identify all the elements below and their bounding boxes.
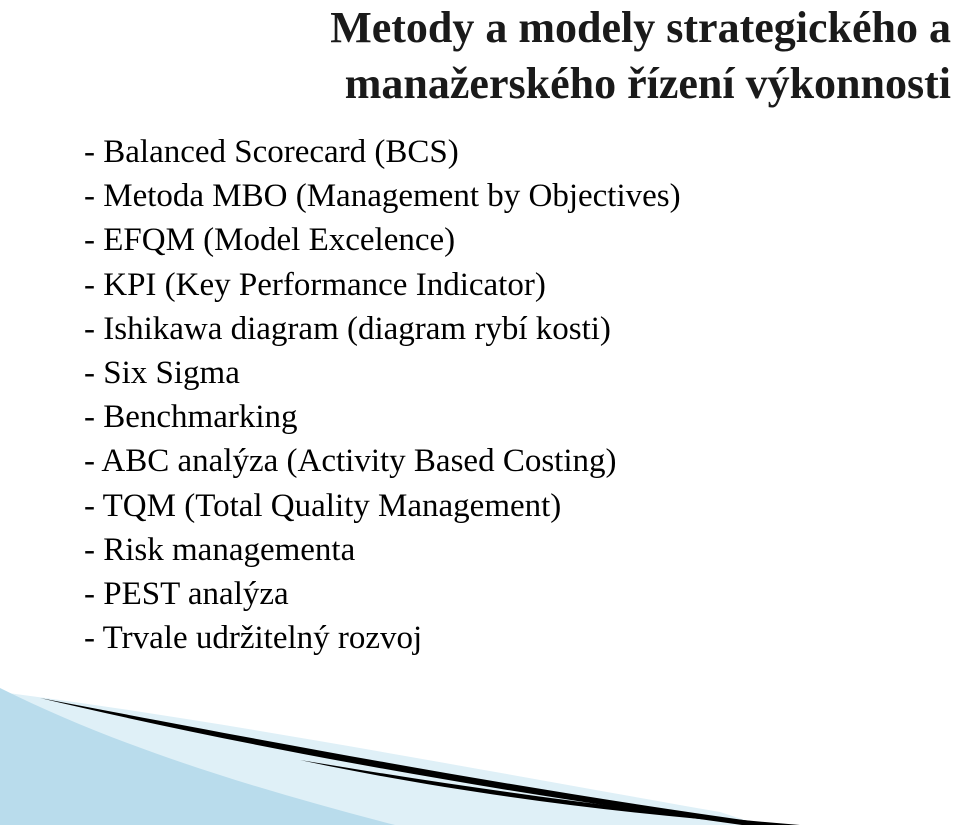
list-item: - Risk managementa	[84, 531, 356, 568]
list-item: - Balanced Scorecard (BCS)	[84, 134, 459, 170]
list-item: - Ishikawa diagram (diagram rybí kosti)	[84, 310, 611, 347]
list-item: - PEST analýza	[84, 576, 289, 613]
list-item: - EFQM (Model Excelence)	[84, 222, 456, 259]
title-line-1: Metody a modely strategického a	[330, 3, 951, 52]
list-item: - TQM (Total Quality Management)	[84, 487, 562, 524]
list-item: - KPI (Key Performance Indicator)	[84, 266, 546, 303]
list-item: - Trvale udržitelný rozvoj	[84, 620, 423, 657]
title-line-2: manažerského řízení výkonnosti	[344, 59, 951, 108]
list-item: - Metoda MBO (Management by Objectives)	[84, 178, 681, 215]
list-item: - Benchmarking	[84, 399, 298, 436]
list-item: - ABC analýza (Activity Based Costing)	[84, 443, 617, 480]
list-item: - Six Sigma	[84, 355, 240, 392]
